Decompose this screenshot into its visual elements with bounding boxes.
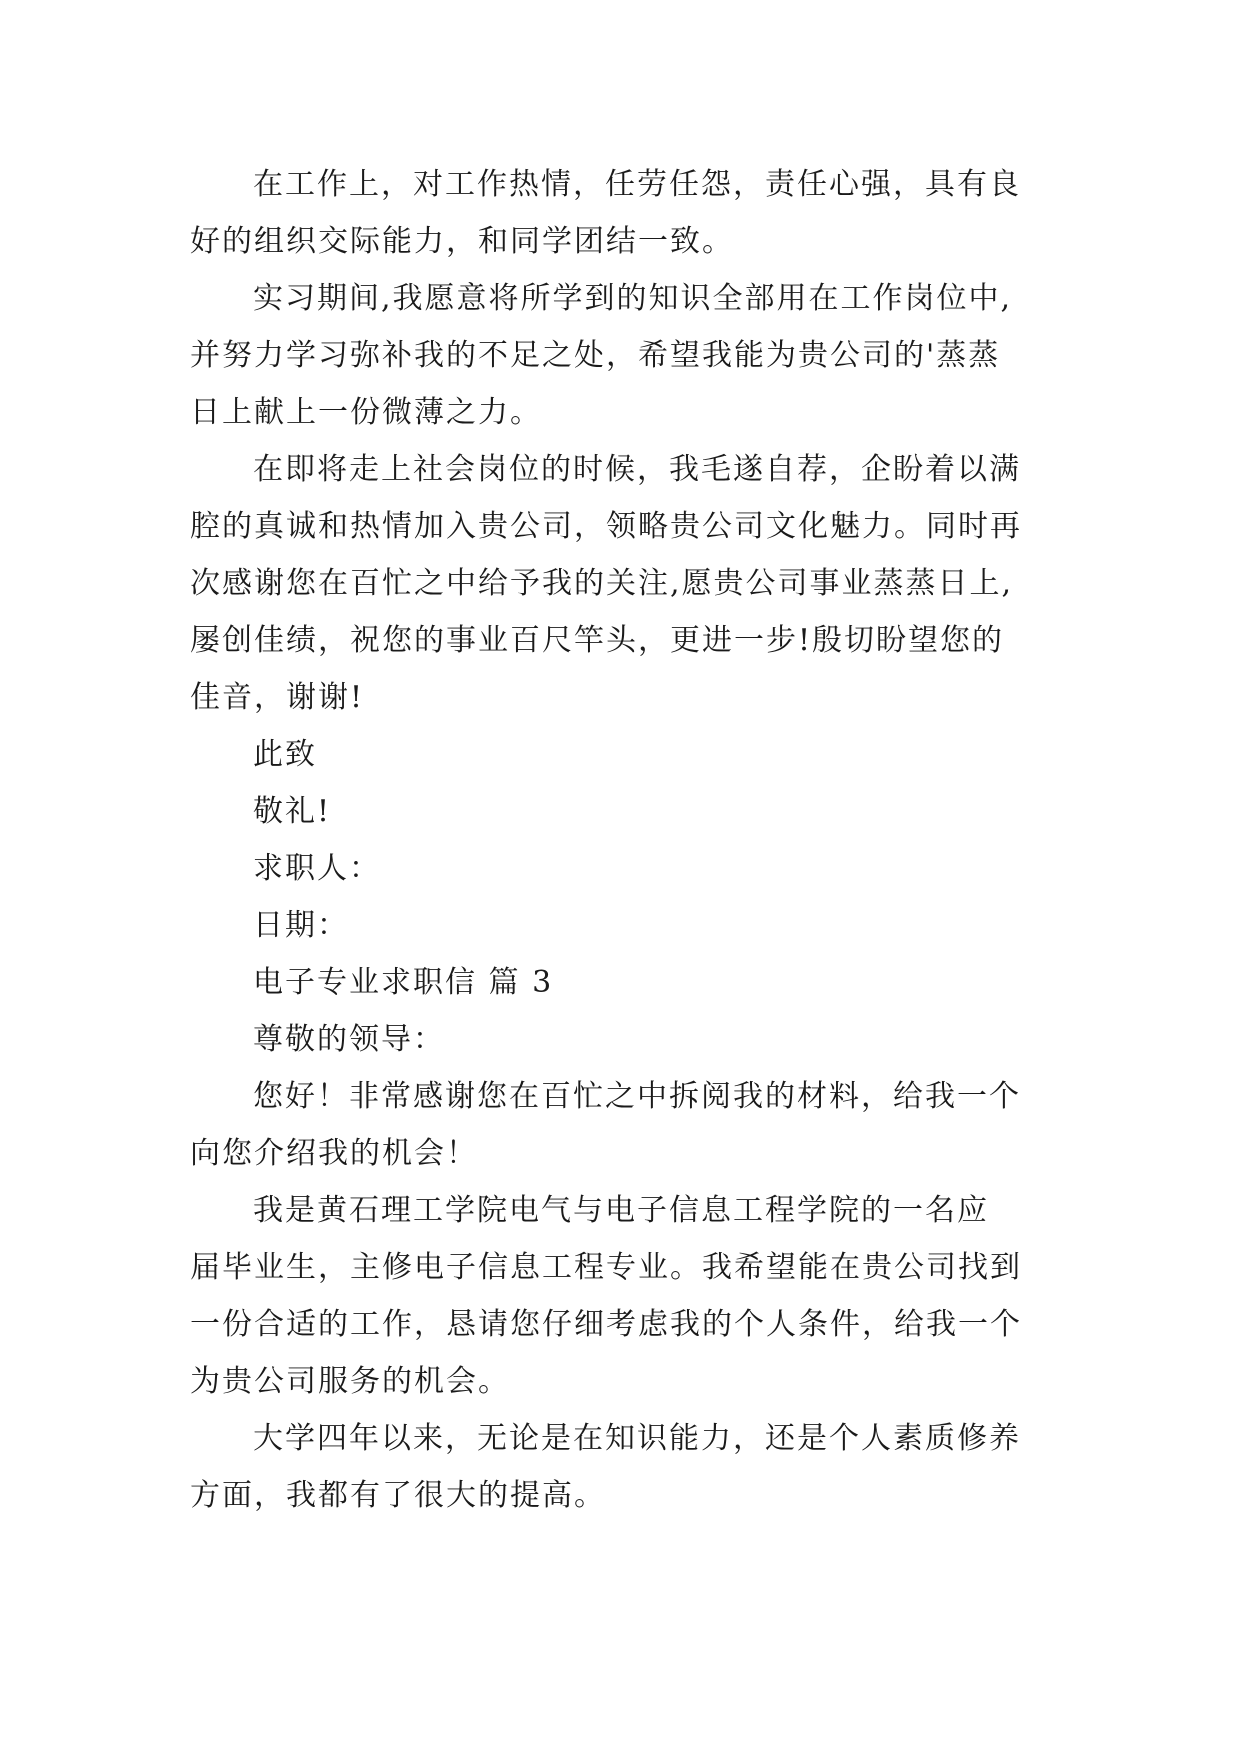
body-line: 届毕业生，主修电子信息工程专业。我希望能在贵公司找到: [190, 1250, 1022, 1285]
body-line: 佳音，谢谢!: [190, 680, 365, 715]
body-line: 好的组织交际能力，和同学团结一致。: [190, 224, 734, 259]
section-title: 电子专业求职信 篇 3: [253, 965, 554, 1000]
body-line: 向您介绍我的机会！: [190, 1136, 478, 1171]
body-line: 腔的真诚和热情加入贵公司，领略贵公司文化魅力。同时再: [190, 509, 1022, 544]
body-line: 我是黄石理工学院电气与电子信息工程学院的一名应: [253, 1193, 989, 1228]
closing-salutation: 此致: [253, 737, 317, 772]
greeting: 尊敬的领导：: [253, 1022, 445, 1057]
body-line: 在工作上，对工作热情，任劳任怨，责任心强，具有良: [253, 167, 1021, 202]
body-line: 您好！非常感谢您在百忙之中拆阅我的材料，给我一个: [253, 1079, 1021, 1114]
body-line: 大学四年以来，无论是在知识能力，还是个人素质修养: [253, 1421, 1021, 1456]
date-label: 日期：: [253, 908, 349, 943]
body-line: 次感谢您在百忙之中给予我的关注,愿贵公司事业蒸蒸日上,: [190, 566, 1014, 601]
body-line: 并努力学习弥补我的不足之处，希望我能为贵公司的'蒸蒸: [190, 338, 1001, 373]
body-line: 在即将走上社会岗位的时候，我毛遂自荐，企盼着以满: [253, 452, 1021, 487]
body-line: 日上献上一份微薄之力。: [190, 395, 542, 430]
body-line: 实习期间,我愿意将所学到的知识全部用在工作岗位中,: [253, 281, 1013, 316]
body-line: 方面，我都有了很大的提高。: [190, 1478, 606, 1513]
applicant-label: 求职人：: [253, 851, 381, 886]
body-line: 为贵公司服务的机会。: [190, 1364, 510, 1399]
body-line: 一份合适的工作，恳请您仔细考虑我的个人条件，给我一个: [190, 1307, 1022, 1342]
body-line: 屡创佳绩，祝您的事业百尺竿头，更进一步!殷切盼望您的: [190, 623, 1005, 658]
closing-regards: 敬礼!: [253, 794, 332, 829]
